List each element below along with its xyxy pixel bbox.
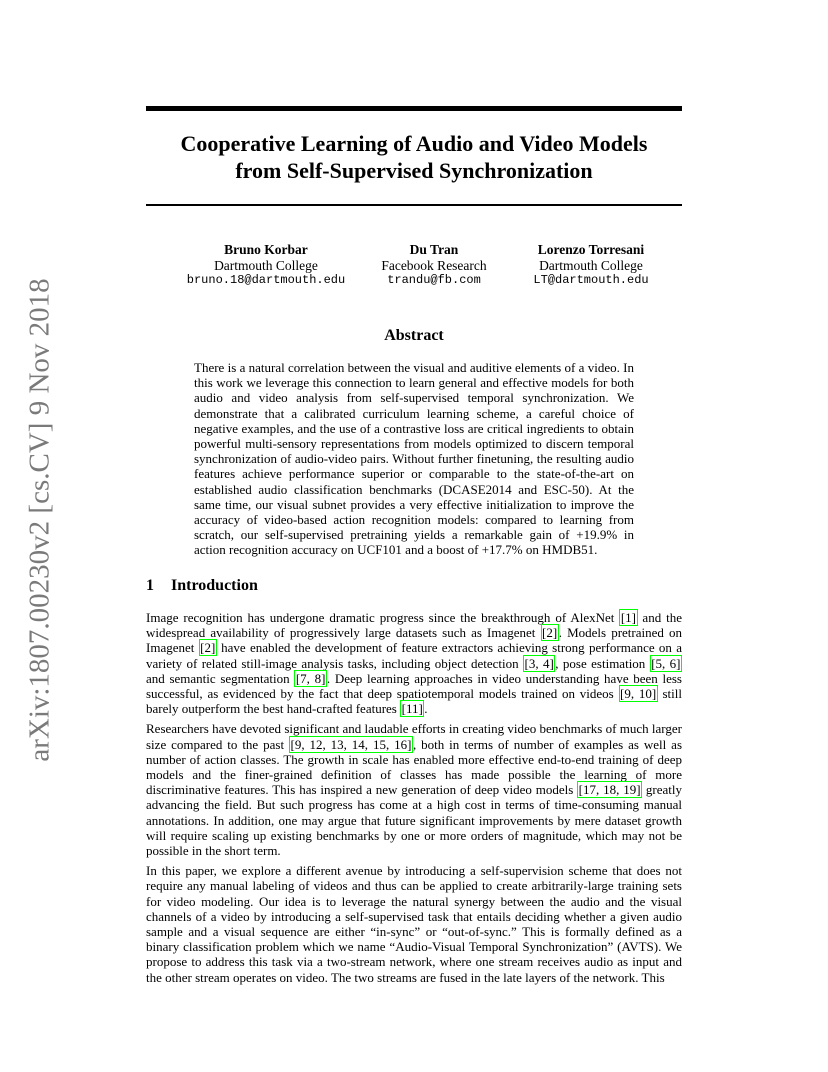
section-body: [146, 610, 682, 990]
paragraph-text: Image recognition has undergone dramatic progress since the breakthrough of AlexNet: [146, 610, 620, 625]
author-email: bruno.18@dartmouth.edu: [186, 273, 346, 287]
citation-link[interactable]: [7, 8]: [295, 670, 326, 686]
title-line-2: from Self-Supervised Synchronization: [235, 158, 593, 183]
citation-link[interactable]: [2]: [200, 640, 216, 656]
paragraph-text: , both in terms of number of examples as well as number of action classes. The growth in scale has enabled more effective end-to-end training of deep models and the finer-grained definition of classes has made possible the learning of more discriminative features. This has inspired a new generation of deep video models: [146, 736, 682, 798]
section-title: Introduction: [171, 577, 258, 594]
author-email: LT@dartmouth.edu: [533, 273, 649, 287]
author-affiliation: Facebook Research: [381, 257, 487, 273]
author-block: [146, 242, 682, 302]
author-name: Bruno Korbar: [224, 242, 308, 257]
paragraph-text: have enabled the development of feature extractors achieving strong performance on a variety of related still-image analysis tasks, including object detection: [146, 640, 682, 671]
paragraph-text: . Models pretrained on Imagenet: [146, 625, 682, 656]
abstract-heading: Abstract: [384, 327, 444, 344]
citation-link[interactable]: [11]: [401, 701, 423, 717]
paragraph-text: and semantic segmentation: [146, 670, 295, 686]
body-paragraph: [146, 863, 682, 985]
abstract-text: There is a natural correlation between the visual and auditive elements of a video. In this work we leverage this connection to learn general and effective models for both audio and video analysis from self-supervised temporal synchronization. We demonstrate that a calibrated curriculum learning scheme, a careful choice of negative examples, and the use of a contrastive loss are critical ingredients to obtain powerful multi-sensory representations from models optimized to discern temporal synchronization of audio-video pairs. Without further finetuning, the resulting audio features achieve performance superior or comparable to the state-of-the-art on established audio classification benchmarks (DCASE2014 and ESC-50). At the same time, our visual subnet provides a very effective initialization to improve the accuracy of video-based action recognition models: compared to learning from scratch, our self-supervised pretraining yields a remarkable gain of +19.9% in action recognition accuracy on UCF101 and a boost of +17.7% on HMDB51.: [194, 360, 634, 558]
body-paragraph: [146, 610, 682, 716]
author-affiliation: Dartmouth College: [214, 257, 318, 273]
author-3: [516, 242, 666, 289]
author-2: [364, 242, 504, 289]
section-heading: [146, 577, 258, 595]
title-rule-bottom: [146, 204, 682, 206]
paragraph-text: . Deep learning approaches in video understanding have been less successful, as evidenced by the fact that deep spatiotemporal models trained on videos: [146, 670, 682, 702]
author-name: Du Tran: [409, 242, 459, 257]
paragraph-text: Researchers have devoted significant and laudable efforts in creating video benchmarks of much larger size compared to the past: [146, 721, 682, 752]
paragraph-text: In this paper, we explore a different avenue by introducing a self-supervision scheme that does not require any manual labeling of videos and thus can be applied to create arbitrarily-large training sets for video modeling. Our idea is to leverage the natural synergy between the audio and the visual channels of a video by introducing a self-supervised task that entails deciding whether a given audio sample and a visual sequence are either “in-sync” or “out-of-sync.” This is formally defined as a binary classification problem which we name “Audio-Visual Temporal Synchronization” (AVTS). We propose to address this task via a two-stream network, where one stream receives audio as input and the other stream operates on video. The two streams are fused in the late layers of the network. This: [146, 863, 682, 985]
paragraph-text: .: [424, 701, 428, 717]
author-name: Lorenzo Torresani: [537, 242, 645, 257]
author-email: trandu@fb.com: [387, 273, 481, 287]
paragraph-text: and the widespread availability of progressively large datasets such as Imagenet: [146, 610, 682, 641]
author-1: [176, 242, 356, 289]
author-affiliation: Dartmouth College: [539, 257, 643, 273]
arxiv-identifier: arXiv:1807.00230v2 [cs.CV] 9 Nov 2018: [23, 278, 56, 762]
body-paragraph: [146, 721, 682, 858]
title-line-1: Cooperative Learning of Audio and Video Models: [180, 131, 648, 156]
paper-title: [146, 130, 682, 184]
paragraph-text: still barely outperform the best hand-crafted features: [146, 686, 682, 717]
citation-link[interactable]: [2]: [542, 625, 558, 641]
paragraph-text: greatly advancing the field. But such progress has come at a high cost in terms of time-consuming manual annotations. In addition, one may argue that future significant improvements by mere dataset growth will require scaling up existing benchmarks by one or more orders of magnitude, which may not be possible in the short term.: [146, 782, 682, 859]
section-number: 1: [146, 577, 154, 594]
citation-link[interactable]: [3, 4]: [524, 655, 554, 671]
title-rule-top: [146, 106, 682, 111]
citation-link[interactable]: [5, 6]: [651, 655, 681, 671]
citation-link[interactable]: [1]: [620, 610, 636, 625]
paragraph-text: , pose estimation: [555, 655, 650, 671]
citation-link[interactable]: [9, 10]: [620, 686, 657, 702]
citation-link[interactable]: [17, 18, 19]: [578, 782, 641, 798]
citation-link[interactable]: [9, 12, 13, 14, 15, 16]: [290, 736, 412, 752]
